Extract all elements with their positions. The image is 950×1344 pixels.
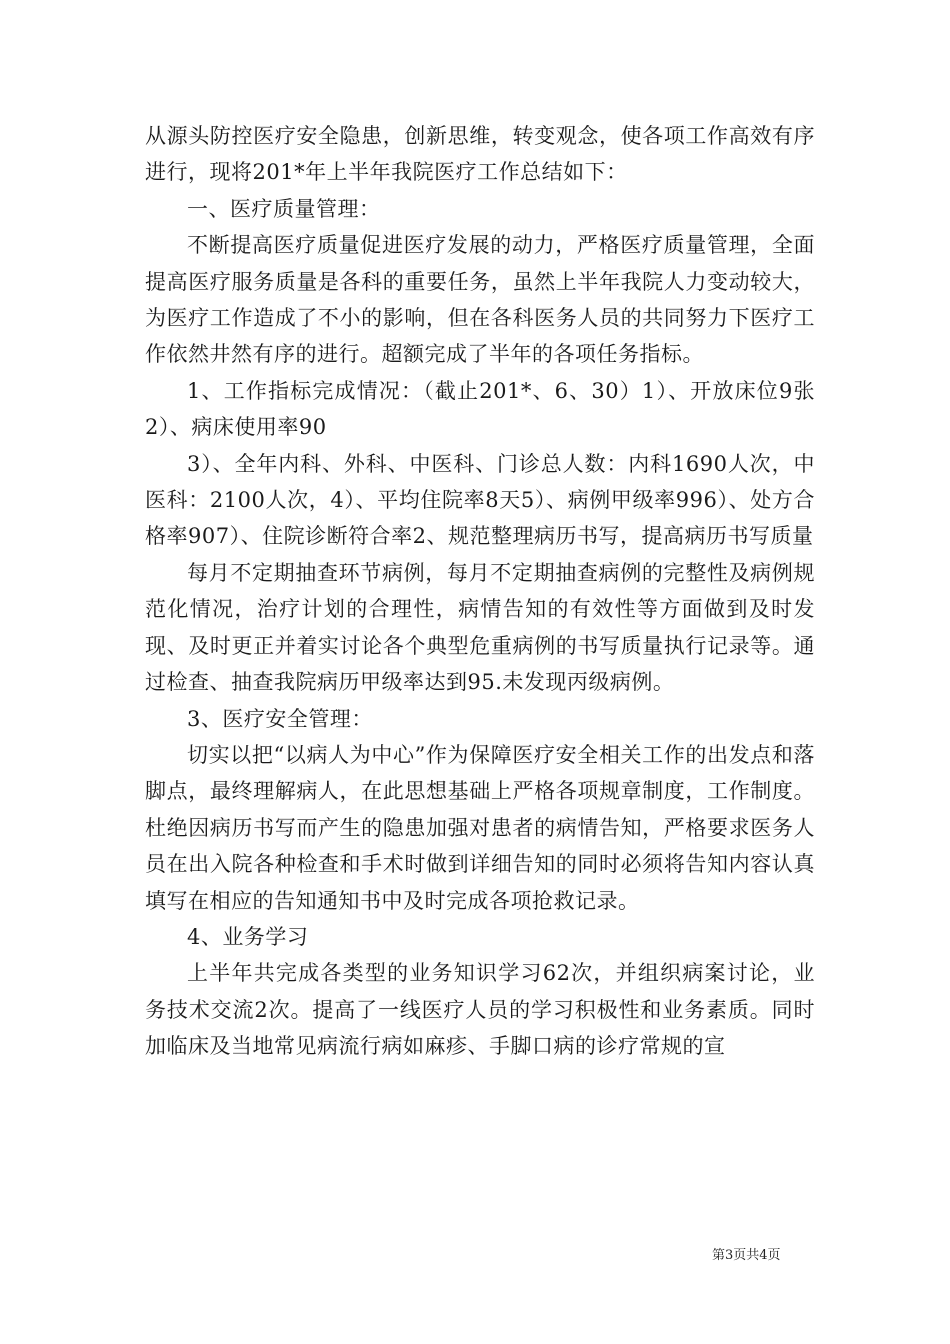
document-body bbox=[145, 118, 815, 1065]
page-number: 第3页共4页 bbox=[712, 1248, 781, 1263]
paragraph-intro: 从源头防控医疗安全隐患，创新思维，转变观念，使各项工作高效有序进行，现将201*年上半年我院医疗工作总结如下： bbox=[145, 124, 815, 185]
paragraph-quality-management: 不断提高医疗质量促进医疗发展的动力，严格医疗质量管理，全面提高医疗服务质量是各科的重要任务，虽然上半年我院人力变动较大，为医疗工作造成了不小的影响，但在各科医务人员的共同努力下医疗工作依然井然有序的进行。超额完成了半年的各项任务指标。 bbox=[145, 233, 815, 367]
paragraph-work-indicators: 1、工作指标完成情况：（截止201*、6、30）1）、开放床位9张2）、病床使用率90 bbox=[145, 378, 815, 440]
heading-quality-management: 一、医疗质量管理： bbox=[187, 196, 381, 221]
paragraph-safety-management: 切实以把“以病人为中心”作为保障医疗安全相关工作的出发点和落脚点，最终理解病人，在此思想基础上严格各项规章制度，工作制度。杜绝因病历书写而产生的隐患加强对患者的病情告知，严格要求医务人员在出入院各种检查和手术时做到详细告知的同时必须将告知内容认真填写在相应的告知通知书中及时完成各项抢救记录。 bbox=[145, 742, 815, 913]
paragraph-outpatient-stats: 3）、全年内科、外科、中医科、门诊总人数：内科1690人次，中医科：2100人次，4）、平均住院率8天5）、病例甲级率996）、处方合格率907）、住院诊断符合率2、规范整理病历书写，提高病历书写质量 bbox=[145, 451, 815, 549]
heading-safety-management: 3、医疗安全管理： bbox=[187, 706, 373, 731]
paragraph-business-study: 上半年共完成各类型的业务知识学习62次，并组织病案讨论，业务技术交流2次。提高了一线医疗人员的学习积极性和业务素质。同时加临床及当地常见病流行病如麻疹、手脚口病的诊疗常规的宣 bbox=[145, 961, 815, 1059]
paragraph-case-inspection: 每月不定期抽查环节病例，每月不定期抽查病例的完整性及病例规范化情况，治疗计划的合理性，病情告知的有效性等方面做到及时发现、及时更正并着实讨论各个典型危重病例的书写质量执行记录等。通过检查、抽查我院病历甲级率达到95.未发现丙级病例。 bbox=[145, 560, 815, 695]
heading-business-study: 4、业务学习 bbox=[187, 924, 309, 949]
